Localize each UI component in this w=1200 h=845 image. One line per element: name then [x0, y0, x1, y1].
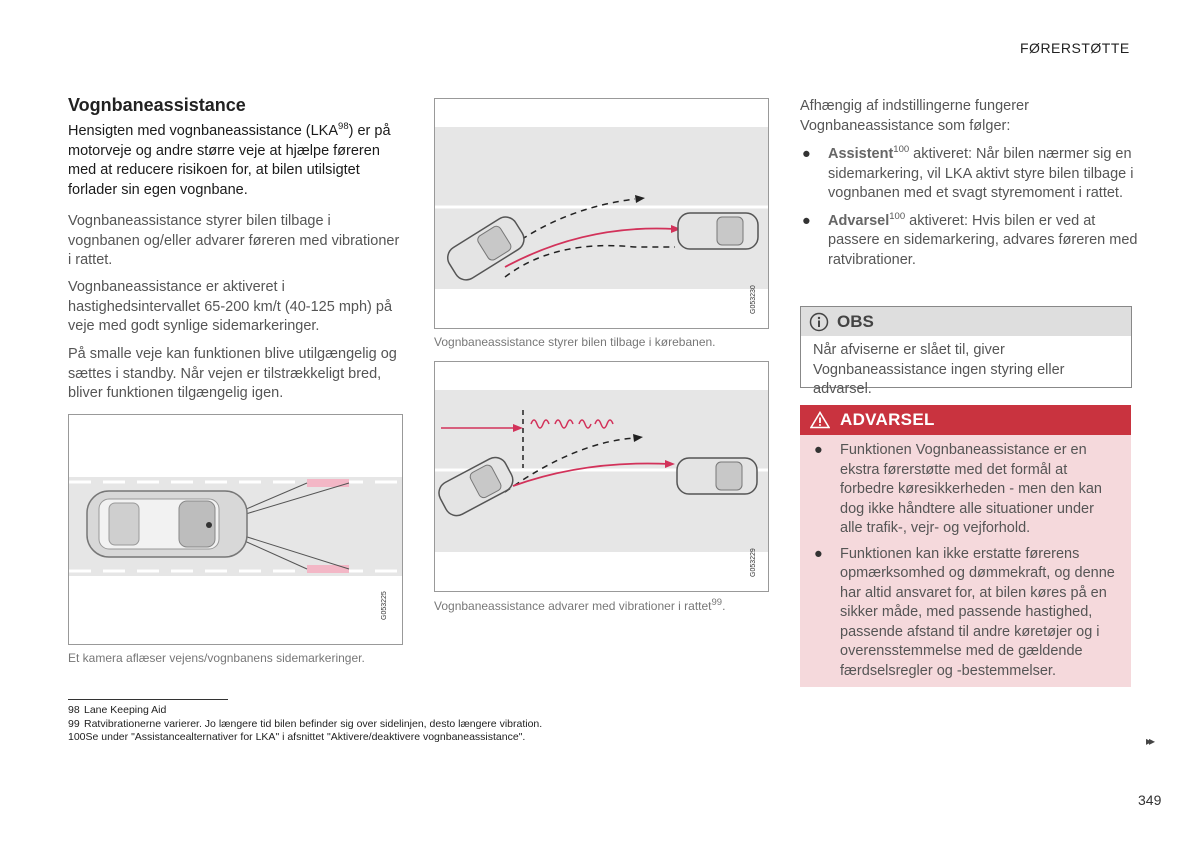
vibration-diagram — [435, 362, 768, 591]
footnote-ref-100[interactable]: 100 — [893, 144, 910, 156]
caption-vibration-text: Vognbaneassistance advarer med vibrationer i rattet — [434, 599, 712, 613]
intro-text-before: Hensigten med vognbaneassistance (LKA — [68, 123, 339, 139]
caption-vibration-end: . — [722, 599, 726, 613]
figure-caption-vibration — [434, 599, 725, 613]
term-assistent: Assistent — [828, 146, 894, 162]
warning-item-text: Funktionen kan ikke erstatte førerens opmærksomhed og dømmekraft, og denne har altid ansvaret for, at bilen køres på en sikker måde, med passende hastighed, passende afstand til andre køretøjer og i overensstemmelse med de gældende færdselsregler og -bestemmelser. — [840, 545, 1115, 679]
section-title: Vognbaneassistance — [68, 95, 246, 115]
obs-text: Når afviserne er slået til, giver Vognbaneassistance ingen styring eller advarsel. — [813, 342, 1065, 397]
figure-code-camera: G053225 — [381, 591, 388, 620]
obs-note-box — [800, 306, 1132, 397]
next-page-arrow-icon[interactable]: ▸▸ — [1146, 734, 1153, 748]
warning-item — [814, 441, 1117, 539]
advarsel-description: aktiveret: Hvis bilen er ved at passere en sidemarkering, advares føreren med ratvibrationer. — [828, 212, 1138, 268]
warning-box — [800, 405, 1131, 687]
car-top-view — [87, 491, 247, 557]
running-header: FØRERSTØTTE — [1020, 40, 1130, 56]
warning-title: ADVARSEL — [840, 410, 935, 429]
footnote-99 — [68, 718, 542, 732]
footnote-number: 100 — [68, 731, 86, 743]
footnote-number: 98 — [68, 704, 80, 716]
figure-code-steering: G053230 — [750, 285, 757, 314]
footnote-ref-98[interactable]: 98 — [338, 121, 349, 133]
bullet-icon: ● — [814, 545, 823, 562]
paragraph-3: På smalle veje kan funktionen blive utilgængelig og sættes i standby. Når vejen er tilstrækkeligt bred, bliver funktionen tilgængelig igen. — [68, 346, 397, 401]
lane-marking-highlight-top — [307, 479, 349, 487]
figure-camera-markings — [68, 414, 403, 645]
obs-header — [801, 307, 1131, 336]
mode-list — [800, 145, 1140, 278]
term-advarsel: Advarsel — [828, 212, 890, 229]
car-ahead — [677, 458, 757, 494]
footnote-100 — [68, 731, 542, 745]
lane-marking-highlight-bottom — [307, 565, 349, 573]
paragraph-1: Vognbaneassistance styrer bilen tilbage i vognbanen og/eller advarer føreren med vibrationer i rattet. — [68, 213, 400, 268]
list-item-assistent — [800, 145, 1140, 204]
camera-diagram — [69, 415, 402, 644]
figure-caption-camera: Et kamera aflæser vejens/vognbanens sidemarkeringer. — [68, 651, 365, 665]
warning-item-text: Funktionen Vognbaneassistance er en ekstra førerstøtte med det formål at forbedre køresikkerheden - men den kan dog ikke håndtere alle situationer under alle trafik-, vejr- og vejforhold. — [840, 442, 1102, 536]
footnotes — [68, 704, 542, 745]
figure-caption-steering: Vognbaneassistance styrer bilen tilbage i kørebanen. — [434, 335, 716, 349]
footnote-98 — [68, 704, 542, 718]
paragraph-2: Vognbaneassistance er aktiveret i hastighedsintervallet 65-200 km/t (40-125 mph) på veje med godt synlige sidemarkeringer. — [68, 279, 393, 334]
intro-paragraph — [68, 122, 403, 200]
figure-steering-back — [434, 98, 769, 329]
settings-intro: Afhængig af indstillingerne fungerer Vognbaneassistance som følger: — [800, 98, 1029, 134]
warning-header — [800, 405, 1131, 435]
footnote-text: Se under "Assistancealternativer for LKA" i afsnittet "Aktivere/deaktivere vognbaneassistance". — [85, 731, 526, 743]
warning-triangle-icon — [810, 411, 830, 429]
footnote-text: Ratvibrationerne varierer. Jo længere tid bilen befinder sig over sidelinjen, desto længere vibration. — [84, 717, 543, 730]
figure-vibration-warning — [434, 361, 769, 592]
footnote-divider — [68, 699, 228, 700]
footnote-ref-100[interactable]: 100 — [889, 210, 906, 222]
footnote-ref-99[interactable]: 99 — [711, 597, 723, 608]
bullet-icon: ● — [802, 146, 811, 162]
car-in-lane — [678, 213, 758, 249]
footnote-text: Lane Keeping Aid — [84, 704, 167, 716]
assistent-description: aktiveret: Når bilen nærmer sig en sidemarkering, vil LKA aktivt styre bilen tilbage i vognbanen med et svagt styremoment i rattet. — [828, 146, 1134, 201]
figure-code-vibration: G053229 — [750, 548, 757, 577]
obs-title: OBS — [837, 311, 874, 331]
footnote-number: 99 — [68, 717, 80, 730]
intro-text-after: ) er på motorveje og andre større veje at hjælpe føreren med at reducere risikoen for, at bilen utilsigtet forlader sin egen vognbane. — [68, 123, 391, 198]
bullet-icon: ● — [802, 212, 811, 229]
page-number: 349 — [1138, 792, 1162, 808]
warning-list — [800, 435, 1131, 681]
steering-diagram — [435, 99, 768, 328]
list-item-advarsel — [800, 212, 1140, 271]
info-icon — [809, 312, 829, 332]
warning-item — [814, 545, 1117, 682]
bullet-icon: ● — [814, 442, 823, 458]
